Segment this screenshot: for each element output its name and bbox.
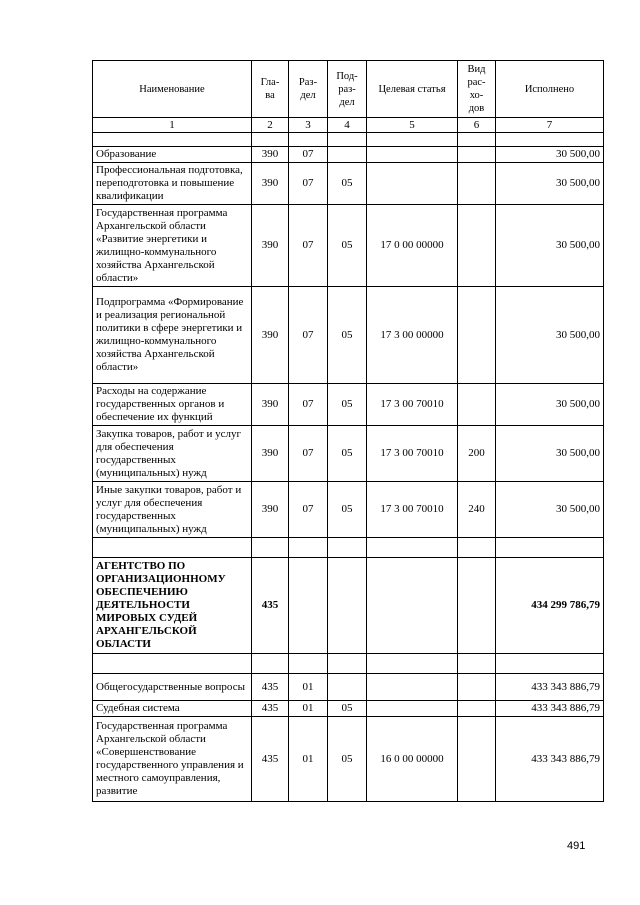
- row-target: [367, 538, 458, 558]
- row-glava: 390: [252, 384, 289, 426]
- row-amount: 30 500,00: [496, 287, 604, 384]
- row-podrazdel: 05: [328, 426, 367, 482]
- table-row: [93, 717, 604, 802]
- row-glava: [252, 654, 289, 674]
- header-target: Целевая статья: [367, 61, 458, 118]
- row-razdel: [289, 654, 328, 674]
- row-name: Государственная программа Архангельской области «Совершенствование государственного управления и местного самоуправления, развитие: [93, 717, 252, 802]
- row-target: [367, 558, 458, 654]
- row-target: [367, 674, 458, 701]
- row-glava: 435: [252, 674, 289, 701]
- row-amount: 30 500,00: [496, 426, 604, 482]
- column-number: 6: [458, 118, 496, 133]
- row-target: 17 3 00 70010: [367, 482, 458, 538]
- row-podrazdel: 05: [328, 163, 367, 205]
- row-glava: 390: [252, 147, 289, 163]
- column-number: 4: [328, 118, 367, 133]
- row-amount: [496, 133, 604, 147]
- row-glava: [252, 133, 289, 147]
- row-glava: 390: [252, 482, 289, 538]
- row-name: Профессиональная подготовка, переподготовка и повышение квалификации: [93, 163, 252, 205]
- row-amount: [496, 654, 604, 674]
- table-row: [93, 426, 604, 482]
- row-razdel: 07: [289, 426, 328, 482]
- table-row: [93, 701, 604, 717]
- row-amount: 30 500,00: [496, 163, 604, 205]
- row-glava: 435: [252, 717, 289, 802]
- column-numbers-row: [93, 118, 604, 133]
- row-razdel: 07: [289, 163, 328, 205]
- table-header-row: [93, 61, 604, 118]
- row-podrazdel: [328, 147, 367, 163]
- row-name: Образование: [93, 147, 252, 163]
- row-amount: [496, 538, 604, 558]
- row-podrazdel: 05: [328, 482, 367, 538]
- row-podrazdel: 05: [328, 701, 367, 717]
- table-row: [93, 654, 604, 674]
- row-glava: 390: [252, 163, 289, 205]
- row-vid: [458, 287, 496, 384]
- row-vid: [458, 558, 496, 654]
- row-glava: [252, 538, 289, 558]
- row-vid: [458, 674, 496, 701]
- column-number: 5: [367, 118, 458, 133]
- row-podrazdel: [328, 654, 367, 674]
- row-podrazdel: [328, 674, 367, 701]
- column-number: 3: [289, 118, 328, 133]
- row-name: [93, 133, 252, 147]
- row-target: [367, 147, 458, 163]
- row-target: 16 0 00 00000: [367, 717, 458, 802]
- row-glava: 435: [252, 701, 289, 717]
- row-razdel: [289, 558, 328, 654]
- row-vid: [458, 133, 496, 147]
- row-vid: [458, 384, 496, 426]
- row-name: Подпрограмма «Формирование и реализация региональной политики в сфере энергетики и жилищно-коммунального хозяйства Архангельской области»: [93, 287, 252, 384]
- row-razdel: 07: [289, 205, 328, 287]
- row-amount: 433 343 886,79: [496, 717, 604, 802]
- table-row: [93, 538, 604, 558]
- row-target: [367, 163, 458, 205]
- row-vid: [458, 147, 496, 163]
- row-vid: [458, 717, 496, 802]
- row-razdel: 01: [289, 701, 328, 717]
- row-razdel: [289, 133, 328, 147]
- row-razdel: [289, 538, 328, 558]
- header-executed: Исполнено: [496, 61, 604, 118]
- table-row: [93, 482, 604, 538]
- row-name: Судебная система: [93, 701, 252, 717]
- table-row: [93, 558, 604, 654]
- table-row: [93, 163, 604, 205]
- header-glava: Гла- ва: [252, 61, 289, 118]
- row-amount: 30 500,00: [496, 384, 604, 426]
- row-glava: 390: [252, 205, 289, 287]
- header-razdel: Раз- дел: [289, 61, 328, 118]
- row-name: Расходы на содержание государственных органов и обеспечение их функций: [93, 384, 252, 426]
- row-vid: [458, 654, 496, 674]
- column-number: 7: [496, 118, 604, 133]
- row-amount: 30 500,00: [496, 205, 604, 287]
- row-target: 17 3 00 00000: [367, 287, 458, 384]
- page-number: 491: [567, 840, 586, 852]
- row-amount: 434 299 786,79: [496, 558, 604, 654]
- header-name: Наименование: [93, 61, 252, 118]
- row-podrazdel: 05: [328, 717, 367, 802]
- column-number: 1: [93, 118, 252, 133]
- table-row: [93, 674, 604, 701]
- row-name: Иные закупки товаров, работ и услуг для обеспечения государственных (муниципальных) нужд: [93, 482, 252, 538]
- row-target: 17 3 00 70010: [367, 426, 458, 482]
- row-name: [93, 538, 252, 558]
- row-vid: 200: [458, 426, 496, 482]
- row-razdel: 07: [289, 287, 328, 384]
- row-podrazdel: 05: [328, 287, 367, 384]
- column-number: 2: [252, 118, 289, 133]
- row-vid: [458, 701, 496, 717]
- table-body: [93, 133, 604, 802]
- header-vid: Вид рас- хо- дов: [458, 61, 496, 118]
- row-amount: 30 500,00: [496, 482, 604, 538]
- row-razdel: 07: [289, 147, 328, 163]
- table-row: [93, 133, 604, 147]
- row-podrazdel: 05: [328, 205, 367, 287]
- row-amount: 30 500,00: [496, 147, 604, 163]
- row-razdel: 07: [289, 384, 328, 426]
- row-name: АГЕНТСТВО ПО ОРГАНИЗАЦИОННОМУ ОБЕСПЕЧЕНИЮ ДЕЯТЕЛЬНОСТИ МИРОВЫХ СУДЕЙ АРХАНГЕЛЬСКОЙ ОБЛАСТИ: [93, 558, 252, 654]
- row-amount: 433 343 886,79: [496, 674, 604, 701]
- header-podrazdel: Под- раз- дел: [328, 61, 367, 118]
- row-razdel: 01: [289, 674, 328, 701]
- budget-table: [92, 60, 604, 802]
- row-target: [367, 654, 458, 674]
- row-razdel: 01: [289, 717, 328, 802]
- table-row: [93, 384, 604, 426]
- row-razdel: 07: [289, 482, 328, 538]
- row-target: 17 3 00 70010: [367, 384, 458, 426]
- row-amount: 433 343 886,79: [496, 701, 604, 717]
- row-glava: 390: [252, 287, 289, 384]
- row-vid: [458, 163, 496, 205]
- row-glava: 390: [252, 426, 289, 482]
- row-target: [367, 133, 458, 147]
- row-podrazdel: [328, 133, 367, 147]
- row-vid: 240: [458, 482, 496, 538]
- row-name: Государственная программа Архангельской области «Развитие энергетики и жилищно-коммунального хозяйства Архангельской области»: [93, 205, 252, 287]
- table-row: [93, 287, 604, 384]
- row-glava: 435: [252, 558, 289, 654]
- row-target: 17 0 00 00000: [367, 205, 458, 287]
- row-vid: [458, 205, 496, 287]
- table-row: [93, 205, 604, 287]
- row-name: [93, 654, 252, 674]
- row-podrazdel: [328, 558, 367, 654]
- table-row: [93, 147, 604, 163]
- row-vid: [458, 538, 496, 558]
- row-target: [367, 701, 458, 717]
- row-podrazdel: 05: [328, 384, 367, 426]
- row-podrazdel: [328, 538, 367, 558]
- row-name: Закупка товаров, работ и услуг для обеспечения государственных (муниципальных) нужд: [93, 426, 252, 482]
- row-name: Общегосударственные вопросы: [93, 674, 252, 701]
